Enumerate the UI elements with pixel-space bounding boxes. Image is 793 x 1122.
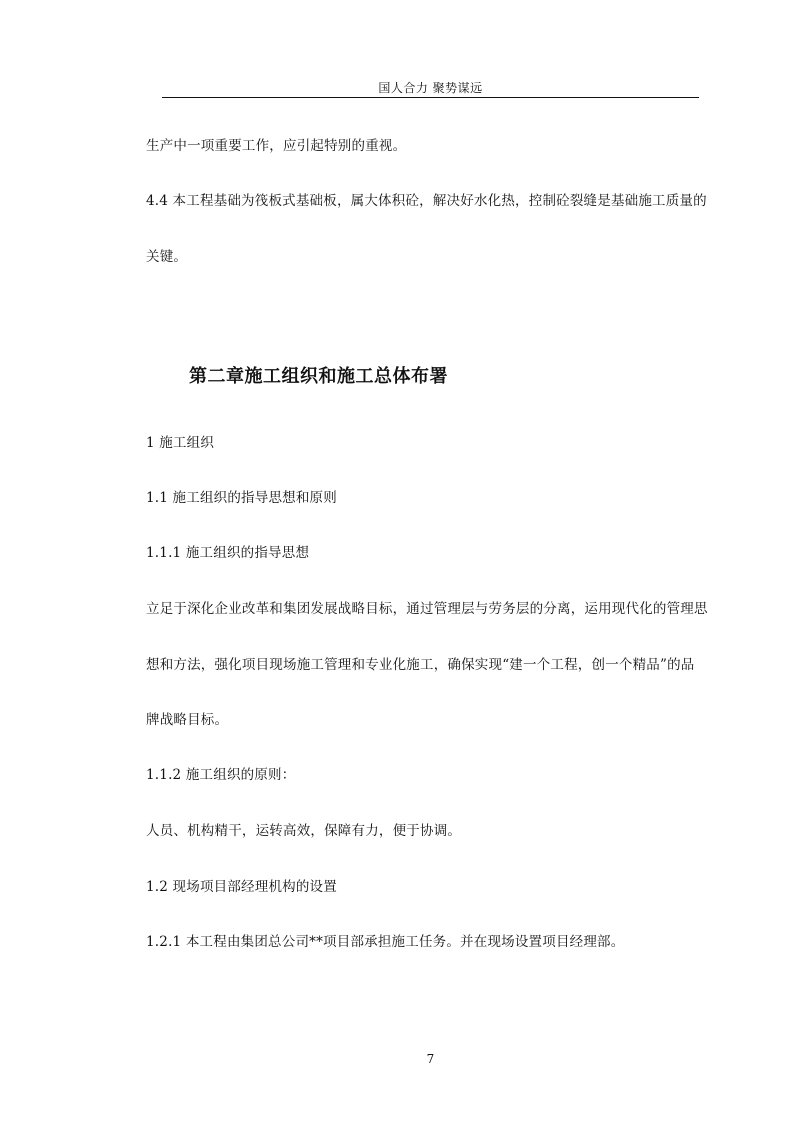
section-heading: 1.1.2 施工组织的原则： — [146, 767, 296, 783]
section-heading: 1.1 施工组织的指导思想和原则 — [146, 490, 337, 506]
page-number: 7 — [426, 1052, 435, 1066]
section-heading: 1.1.1 施工组织的指导思想 — [146, 545, 310, 561]
paragraph-text: 生产中一项重要工作，应引起特别的重视。 — [146, 138, 407, 154]
header-divider — [162, 97, 699, 98]
paragraph-text: 牌战略目标。 — [146, 712, 229, 728]
paragraph-text: 立足于深化企业改革和集团发展战略目标，通过管理层与劳务层的分离，运用现代化的管理思 — [146, 601, 708, 617]
section-heading: 1 施工组织 — [146, 435, 215, 451]
paragraph-text: 1.2.1 本工程由集团总公司**项目部承担施工任务。并在现场设置项目经理部。 — [146, 934, 625, 950]
paragraph-text: 4.4 本工程基础为筏板式基础板，属大体积砼，解决好水化热，控制砼裂缝是基础施工质量的 — [146, 193, 707, 209]
paragraph-text: 关键。 — [146, 249, 188, 265]
page-header-title: 国人合力 聚势谋远 — [378, 81, 483, 95]
chapter-title: 第二章施工组织和施工总体布署 — [189, 366, 448, 387]
paragraph-text: 想和方法，强化项目现场施工管理和专业化施工，确保实现“建一个工程，创一个精品”的品 — [146, 657, 695, 673]
section-heading: 1.2 现场项目部经理机构的设置 — [146, 879, 337, 895]
paragraph-text: 人员、机构精干，运转高效，保障有力，便于协调。 — [146, 823, 462, 839]
